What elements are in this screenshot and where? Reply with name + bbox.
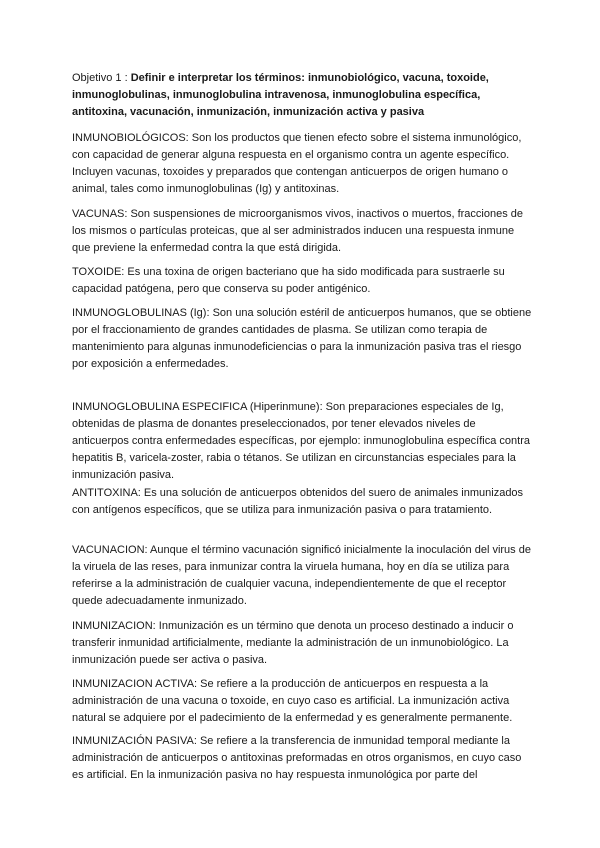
objective-title: Definir e interpretar los términos: inmunobiológico, vacuna, toxoide, inmunoglobulinas, inmunoglobulina intravenosa, inmunoglobulina específica, antitoxina, vacunación, inmunización, inmunización activa y pasiva (72, 72, 489, 118)
objective-heading (72, 70, 532, 121)
paragraph-inmunizacion-activa: INMUNIZACION ACTIVA: Se refiere a la producción de anticuerpos en respuesta a la administración de una vacuna o toxoide, en cuyo caso es artificial. La inmunización activa natural se adquiere por el padecimiento de la enfermedad y es generalmente permanente. (72, 678, 513, 724)
objective-prefix: Objetivo 1 : (72, 72, 131, 84)
paragraph-inmunoglobulina-especifica: INMUNOGLOBULINA ESPECIFICA (Hiperinmune): Son preparaciones especiales de Ig, obtenidas de plasma de donantes preseleccionados, por tener elevados niveles de anticuerpos contra enfermedades específicas, por ejemplo: inmunoglobulina específica contra hepatitis B, varicela-zoster, rabia o tétanos. Se utilizan en circunstancias especiales para la inmunización pasiva. (72, 401, 530, 481)
paragraph-toxoide: TOXOIDE: Es una toxina de origen bacteriano que ha sido modificada para sustraerle su capacidad patógena, pero que conserva su poder antigénico. (72, 266, 505, 295)
paragraph-inmunoglobulinas: INMUNOGLOBULINAS (Ig): Son una solución estéril de anticuerpos humanos, que se obtiene por el fraccionamiento de grandes cantidades de plasma. Se utilizan como terapia de mantenimiento para algunas inmunodeficiencias o para la inmunización pasiva tras el riesgo por exposición a enfermedades. (72, 307, 532, 370)
paragraph-antitoxina: ANTITOXINA: Es una solución de anticuerpos obtenidos del suero de animales inmunizados con antígenos específicos, que se utiliza para inmunización pasiva o para tratamiento. (72, 487, 524, 516)
paragraph-vacunas: VACUNAS: Son suspensiones de microorganismos vivos, inactivos o muertos, fracciones de los mismos o partículas proteicas, que al ser administrados inducen una respuesta inmune que previene la enfermedad contra la que está dirigida. (72, 208, 523, 254)
paragraph-inmunizacion-pasiva: INMUNIZACIÓN PASIVA: Se refiere a la transferencia de inmunidad temporal mediante la administración de anticuerpos o antitoxinas preformadas en otros organismos, en cuyo caso es artificial. En la inmunización pasiva no hay respuesta inmunológica por parte del (72, 735, 522, 781)
paragraph-inmunizacion: INMUNIZACION: Inmunización es un término que denota un proceso destinado a inducir o transferir inmunidad artificialmente, mediante la administración de un inmunobiológico. La inmunización puede ser activa o pasiva. (72, 620, 514, 666)
paragraph-vacunacion: VACUNACION: Aunque el término vacunación significó inicialmente la inoculación del virus de la viruela de las reses, para inmunizar contra la viruela humana, hoy en día se utiliza para referirse a la administración de cualquier vacuna, independientemente de que el receptor quede adecuadamente inmunizado. (72, 544, 531, 607)
paragraph-inmunobiologicos: INMUNOBIOLÓGICOS: Son los productos que tienen efecto sobre el sistema inmunológico, con capacidad de generar alguna respuesta en el organismo contra un agente específico. Incluyen vacunas, toxoides y preparados que contengan anticuerpos de origen humano o animal, tales como inmunoglobulinas (Ig) y antitoxinas. (72, 132, 522, 195)
